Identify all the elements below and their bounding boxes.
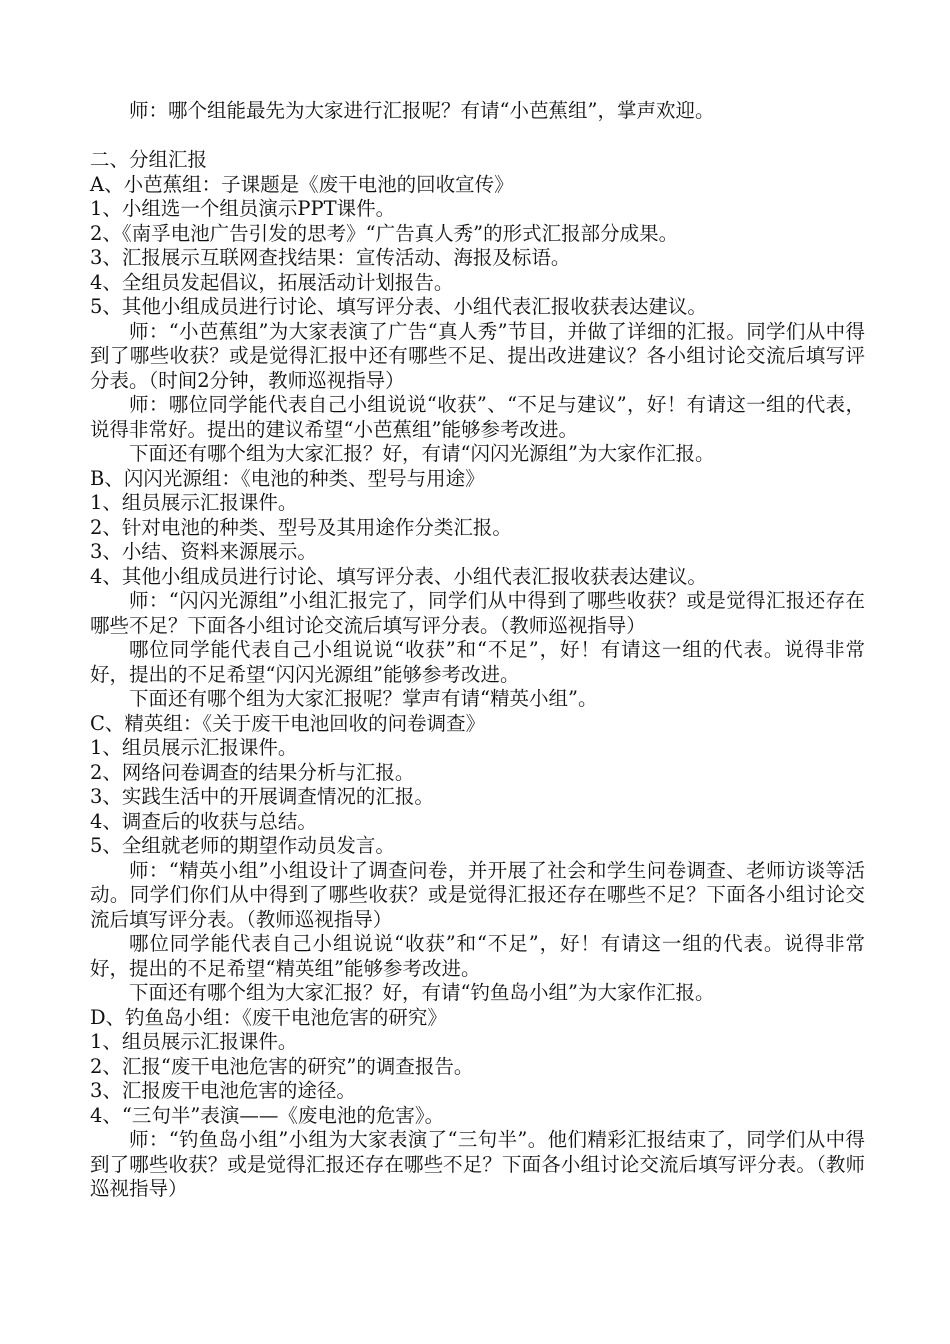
group-a-heading: A、小芭蕉组：子课题是《废干电池的回收宣传》 [90,172,514,196]
group-a-teacher-3: 下面还有哪个组为大家汇报？好，有请“闪闪光源组”为大家作汇报。 [129,442,715,465]
group-a-teacher-2: 师：哪位同学能代表自己小组说说“收获”、“不足与建议”，好！有请这一组的代表，说得非常好。提出的建议希望“小芭蕉组”能够参考改进。 [90,393,865,441]
group-b-teacher-2: 哪位同学能代表自己小组说说“收获”和“不足”，好！有请这一组的代表。说得非常好，提出的不足希望“闪闪光源组”能够参考改进。 [90,638,865,686]
group-b-heading: B、闪闪光源组：《电池的种类、型号与用途》 [90,466,485,490]
group-c-item-5: 5、全组就老师的期望作动员发言。 [90,834,395,857]
group-a-item-5: 5、其他小组成员进行讨论、填写评分表、小组代表汇报收获表达建议。 [90,295,707,318]
group-c-teacher-3: 下面还有哪个组为大家汇报？好，有请“钓鱼岛小组”为大家作汇报。 [129,981,715,1004]
group-b-teacher-3: 下面还有哪个组为大家汇报呢？掌声有请“精英小组”。 [129,687,598,710]
group-d-item-4: 4、“三句半”表演——《废电池的危害》。 [90,1103,445,1127]
group-c-item-2: 2、网络问卷调查的结果分析与汇报。 [90,760,415,784]
group-a-item-1: 1、小组选一个组员演示PPT课件。 [90,197,396,220]
document-body [90,99,865,1202]
intro-paragraph: 师：哪个组能最先为大家进行汇报呢？有请“小芭蕉组”，掌声欢迎。 [129,99,715,122]
group-c-heading: C、精英组：《关于废干电池回收的问卷调查》 [90,711,486,735]
group-d-heading: D、钓鱼岛小组：《废干电池危害的研究》 [90,1005,447,1029]
group-a-item-2: 2、《南孚电池广告引发的思考》“广告真人秀”的形式汇报部分成果。 [90,221,679,245]
group-a-item-3: 3、汇报展示互联网查找结果：宣传活动、海报及标语。 [90,246,571,269]
group-a-item-4: 4、全组员发起倡议，拓展活动计划报告。 [90,270,454,294]
group-d-item-2: 2、汇报“废干电池危害的研究”的调查报告。 [90,1054,474,1078]
group-b-item-4: 4、其他小组成员进行讨论、填写评分表、小组代表汇报收获表达建议。 [90,564,707,588]
section-title: 二、分组汇报 [90,148,208,171]
blank-line [90,124,865,149]
group-a-teacher-1: 师：“小芭蕉组”为大家表演了广告“真人秀”节目，并做了详细的汇报。同学们从中得到了哪些收获？或是觉得汇报中还有哪些不足、提出改进建议？各小组讨论交流后填写评分表。（时间2分钟，教师巡视指导） [90,319,865,392]
group-d-item-1: 1、组员展示汇报课件。 [90,1030,298,1053]
group-c-teacher-1: 师：“精英小组”小组设计了调查问卷，并开展了社会和学生问卷调查、老师访谈等活动。同学们你们从中得到了哪些收获？或是觉得汇报还存在哪些不足？下面各小组讨论交流后填写评分表。（教师巡视指导） [90,858,865,931]
group-c-teacher-2: 哪位同学能代表自己小组说说“收获”和“不足”，好！有请这一组的代表。说得非常好，提出的不足希望“精英组”能够参考改进。 [90,932,865,980]
group-c-item-1: 1、组员展示汇报课件。 [90,736,298,759]
group-c-item-3: 3、实践生活中的开展调查情况的汇报。 [90,785,434,808]
group-b-teacher-1: 师：“闪闪光源组”小组汇报完了，同学们从中得到了哪些收获？或是觉得汇报还存在哪些不足？下面各小组讨论交流后填写评分表。（教师巡视指导） [90,589,865,637]
group-c-item-4: 4、调查后的收获与总结。 [90,809,317,833]
group-b-item-1: 1、组员展示汇报课件。 [90,491,298,514]
group-b-item-3: 3、小结、资料来源展示。 [90,540,317,563]
group-b-item-2: 2、针对电池的种类、型号及其用途作分类汇报。 [90,515,512,539]
group-d-teacher-1: 师：“钓鱼岛小组”小组为大家表演了“三句半”。他们精彩汇报结束了，同学们从中得到了哪些收获？或是觉得汇报还存在哪些不足？下面各小组讨论交流后填写评分表。（教师巡视指导） [90,1128,865,1200]
group-d-item-3: 3、汇报废干电池危害的途径。 [90,1079,356,1102]
